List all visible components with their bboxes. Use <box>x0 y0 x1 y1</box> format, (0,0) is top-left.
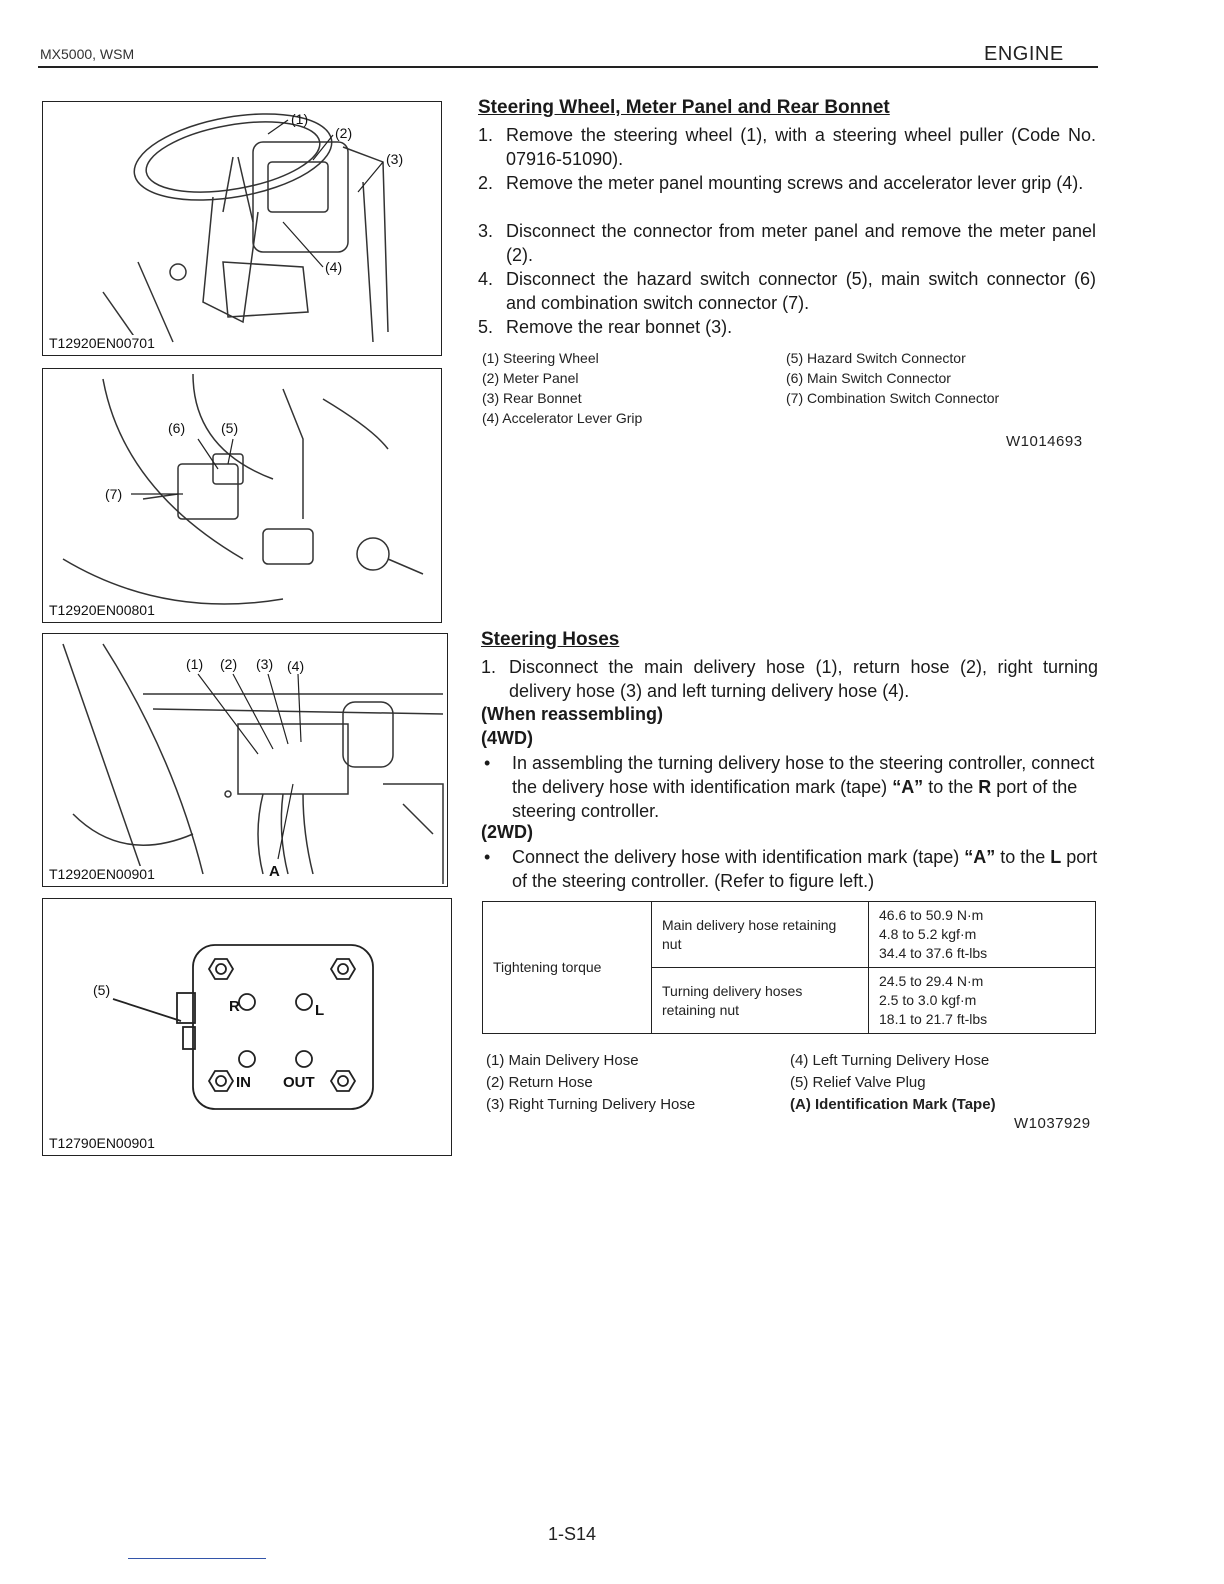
torque-value: 4.8 to 5.2 kgf·m <box>879 926 977 942</box>
header-rule <box>38 66 1098 68</box>
hose-legend-left <box>486 1050 695 1116</box>
callout-2: (2) <box>335 125 353 141</box>
section-title-steering-wheel: Steering Wheel, Meter Panel and Rear Bonnet <box>478 97 890 118</box>
legend-right <box>786 348 999 408</box>
step-number: 3. <box>478 221 494 241</box>
port-l: L <box>1050 847 1062 867</box>
bullet-text <box>512 845 1098 893</box>
steering-wheel-drawing <box>43 102 441 355</box>
step-4 <box>478 267 1096 315</box>
footer-rule <box>128 1558 266 1559</box>
callout-3: (3) <box>386 151 404 167</box>
legend-item: (7) Combination Switch Connector <box>786 390 1000 406</box>
page-number: 1-S14 <box>548 1524 597 1544</box>
legend-item: (5) Relief Valve Plug <box>790 1074 926 1091</box>
callout-4: (4) <box>325 259 343 275</box>
port-in-label: IN <box>236 1074 251 1091</box>
manual-title: MX5000, WSM <box>40 46 135 62</box>
port-r: R <box>978 777 992 797</box>
hoses-drawing <box>43 634 447 886</box>
legend-item: (6) Main Switch Connector <box>786 370 951 386</box>
callout-relief-valve: (5) <box>93 982 111 998</box>
legend-item: (A) Identification Mark (Tape) <box>790 1096 996 1113</box>
torque-value: 46.6 to 50.9 N·m <box>879 907 984 923</box>
table-row <box>483 902 1096 968</box>
bullet-2wd <box>484 845 1098 893</box>
controller-drawing <box>43 899 451 1155</box>
reassembly-heading: (When reassembling) <box>481 704 664 724</box>
bullet-text-part: to the <box>923 777 979 797</box>
legend-item: (4) Left Turning Delivery Hose <box>790 1052 990 1069</box>
table-cell-item: Main delivery hose retaining nut <box>652 902 869 968</box>
legend-item: (5) Hazard Switch Connector <box>786 350 966 366</box>
2wd-heading: (2WD) <box>481 822 533 842</box>
document-code: W1014693 <box>1006 433 1083 450</box>
hose-legend-right <box>790 1050 996 1116</box>
step-3 <box>478 219 1096 267</box>
step-text: Disconnect the main delivery hose (1), return hose (2), right turning delivery hose (3) and left turning delivery hose (4). <box>509 657 1098 701</box>
step-text: Remove the steering wheel (1), with a steering wheel puller (Code No. 07916-51090). <box>506 125 1096 169</box>
step-number: 2. <box>478 173 494 193</box>
callout-hose-1: (1) <box>186 656 204 672</box>
legend-left <box>482 348 642 428</box>
legend-item: (4) Accelerator Lever Grip <box>482 410 643 426</box>
document-code: W1037929 <box>1014 1115 1091 1132</box>
figure-code: T12920EN00901 <box>49 866 159 882</box>
4wd-heading: (4WD) <box>481 728 533 748</box>
step-5 <box>478 315 1096 339</box>
step-number: 5. <box>478 317 494 337</box>
chapter-title: ENGINE <box>984 43 1064 65</box>
step-text: Remove the meter panel mounting screws and accelerator lever grip (4). <box>506 173 1084 193</box>
torque-value: 2.5 to 3.0 kgf·m <box>879 992 977 1008</box>
port-out-label: OUT <box>283 1074 315 1091</box>
legend-item: (2) Meter Panel <box>482 370 579 386</box>
step-text: Disconnect the connector from meter panel and remove the meter panel (2). <box>506 221 1096 265</box>
bullet-text-part: In assembling the turning delivery hose to the steering controller, connect the delivery hose with identification mark (tape) <box>512 753 1095 797</box>
step-number: 4. <box>478 269 494 289</box>
step-2 <box>478 171 1096 195</box>
legend-item: (1) Steering Wheel <box>482 350 599 366</box>
callout-5: (5) <box>221 420 239 436</box>
torque-value: 34.4 to 37.6 ft-lbs <box>879 945 988 961</box>
connectors-drawing <box>43 369 441 622</box>
bullet-dot: • <box>484 753 491 773</box>
callout-7: (7) <box>105 486 123 502</box>
bullet-text-part: Connect the delivery hose with identification mark (tape) <box>512 847 965 867</box>
hose-step-1 <box>481 655 1098 703</box>
bullet-text-part: port of the steering controller. <box>512 777 1078 821</box>
callout-6: (6) <box>168 420 186 436</box>
torque-label: Tightening torque <box>483 902 652 1034</box>
legend-item: (2) Return Hose <box>486 1074 593 1091</box>
mark-a: “A” <box>892 777 924 797</box>
bullet-dot: • <box>484 847 491 867</box>
callout-1: (1) <box>291 111 309 127</box>
step-number: 1. <box>478 125 494 145</box>
bullet-text-part: to the <box>995 847 1051 867</box>
step-text: Disconnect the hazard switch connector (5), main switch connector (6) and combination switch connector (7). <box>506 269 1096 313</box>
figure-steering-wheel <box>42 101 442 356</box>
step-number: 1. <box>481 657 497 677</box>
table-cell-item: Turning delivery hoses retaining nut <box>652 968 869 1034</box>
legend-item: (3) Rear Bonnet <box>482 390 582 406</box>
legend-item: (1) Main Delivery Hose <box>486 1052 639 1069</box>
callout-mark-a: A <box>269 863 280 880</box>
mark-a: “A” <box>964 847 996 867</box>
port-r-label: R <box>229 998 240 1015</box>
bullet-text <box>512 751 1098 823</box>
figure-code: T12920EN00701 <box>49 335 159 351</box>
step-1 <box>478 123 1096 171</box>
bullet-text-part: port of the steering controller. (Refer to figure left.) <box>512 847 1098 891</box>
figure-connectors <box>42 368 442 623</box>
torque-value: 18.1 to 21.7 ft-lbs <box>879 1011 988 1027</box>
figure-steering-controller <box>42 898 452 1156</box>
bullet-4wd <box>484 751 1098 823</box>
step-text: Remove the rear bonnet (3). <box>506 317 733 337</box>
callout-hose-3: (3) <box>256 656 274 672</box>
torque-value: 24.5 to 29.4 N·m <box>879 973 984 989</box>
torque-table <box>482 901 1096 1034</box>
table-cell-values <box>869 902 1096 968</box>
callout-hose-2: (2) <box>220 656 238 672</box>
figure-code: T12920EN00801 <box>49 602 159 618</box>
port-l-label: L <box>315 1002 325 1019</box>
figure-code: T12790EN00901 <box>49 1135 159 1151</box>
table-cell-values <box>869 968 1096 1034</box>
legend-item: (3) Right Turning Delivery Hose <box>486 1096 696 1113</box>
callout-hose-4: (4) <box>287 658 305 674</box>
figure-steering-hoses <box>42 633 448 887</box>
section-title-steering-hoses: Steering Hoses <box>481 629 620 650</box>
